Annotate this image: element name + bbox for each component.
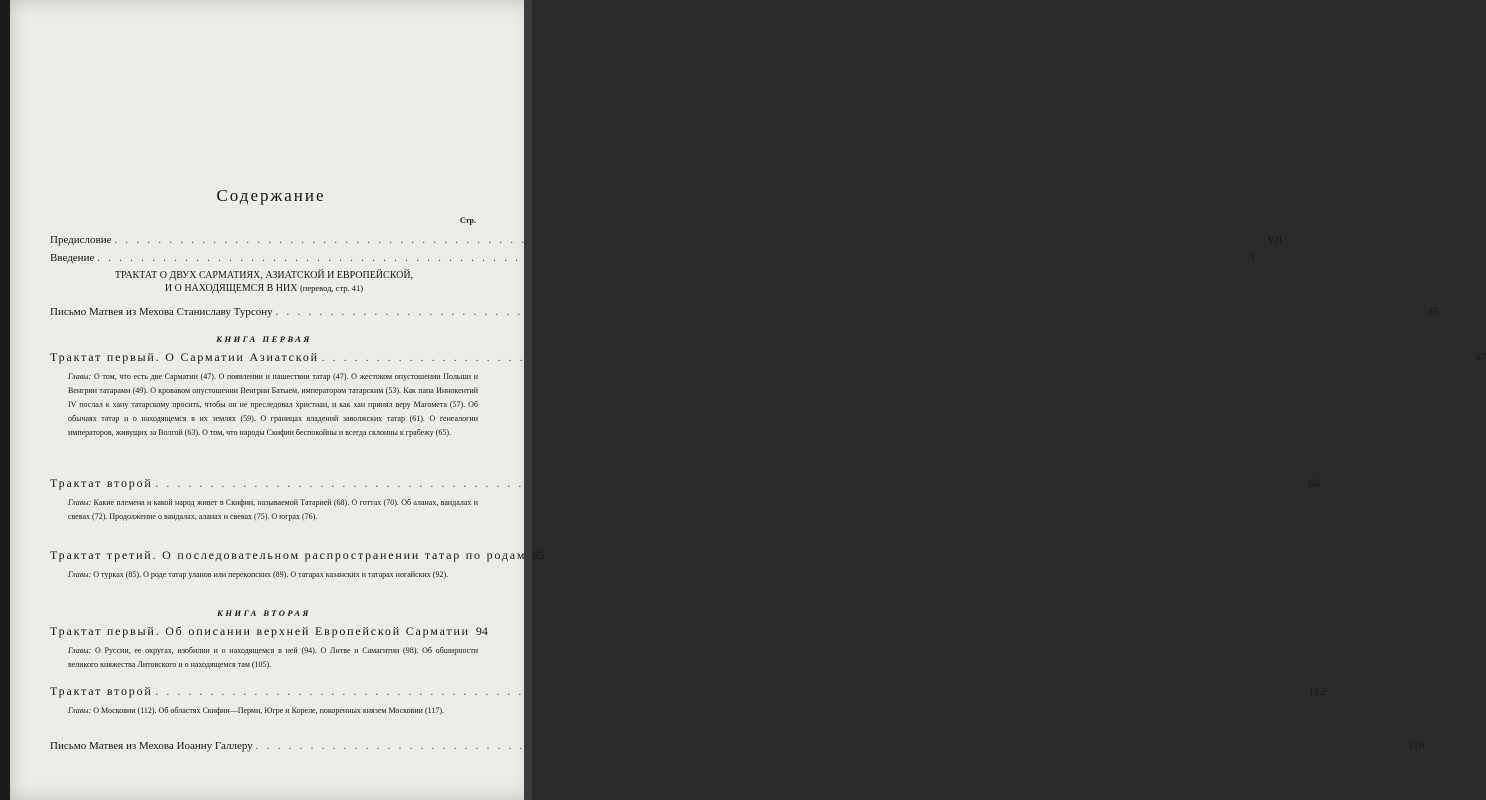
chapters-text: О турках (85). О роде татар уланов или перекопских (89). О татарах казанских и татарах ногайских (92). (93, 570, 449, 579)
treatise-heading-line1: ТРАКТАТ О ДВУХ САРМАТИЯХ, АЗИАТСКОЙ И ЕВРОПЕЙСКОЙ, (114, 270, 414, 281)
leader-dots (97, 253, 1247, 264)
book-spine-shadow (0, 0, 10, 800)
toc-entry-letter-galler (50, 740, 1425, 752)
chapters-label: Главы: (68, 372, 92, 381)
book-one-heading: КНИГА ПЕРВАЯ (216, 334, 312, 344)
toc-entry-page: 94 (475, 624, 488, 638)
page-column-label: Стр. (459, 216, 476, 225)
toc-entry-label: Письмо Матвея из Мехова Станиславу Турсону (50, 306, 273, 318)
toc-entry-page: 119 (1408, 740, 1425, 752)
chapters-label: Главы: (68, 498, 92, 507)
toc-entry-label: Предисловие (50, 234, 112, 246)
toc-entry-letter-turson (50, 306, 1440, 318)
toc-entry-label: Письмо Матвея из Мехова Иоанну Галлеру (50, 740, 253, 752)
toc-entry-label: Трактат второй (50, 684, 153, 698)
chapter-list-book2-treatise1 (68, 644, 478, 672)
leader-dots (156, 479, 1306, 490)
toc-entry-book2-treatise1 (50, 624, 488, 639)
leader-dots (322, 353, 1472, 364)
toc-entry-page: 1 (1249, 252, 1256, 264)
chapter-list-book1-treatise3 (68, 568, 478, 582)
toc-entry-book2-treatise2 (50, 684, 1326, 699)
leader-dots (276, 307, 1426, 318)
chapters-label: Главы: (68, 570, 92, 579)
chapters-text: О Руссии, ее округах, изобилии и о находящемся в ней (94). О Литве и Самагитии (98). Об обширности великого княжества Литовского и о находящемся там (105). (68, 646, 479, 669)
chapters-text: Какие племена и какой народ живет в Скифии, называемой Татарией (68). О готтах (70). Об аланах, вандалах и свевах (72). Продолжение о вандалах, аланах и свевах (75). О юграх (76). (68, 498, 478, 521)
toc-entry-label: Введение (50, 252, 95, 264)
toc-entry-page: 68 (1308, 476, 1321, 490)
toc-entry-book1-treatise2 (50, 476, 1321, 491)
toc-entry-page: 47 (1474, 350, 1486, 364)
treatise-heading-note: (перевод, стр. 41) (299, 283, 364, 293)
chapters-text: О том, что есть две Сарматии (47). О появлении и нашествии татар (47). О жестоком опустошении Польши и Венгрии татарами (49). О кровавом опустошении Венгрии Батыем, императором татарским (53). Как папа Иннокентий IV послал к хану татарскому просить, чтобы он не преследовал христиан, и как хан принял веру Магомета (57). Об обычаях татар и о находящемся в их землях (59). О границах владений заволжских татар (61). О генеалогии императоров, живущих за Волгой (63). О том, что народы Скифии беспокойны и всегда склонны к грабежу (65). (68, 372, 478, 437)
chapter-list-book1-treatise2 (68, 496, 478, 524)
page-title: Содержание (216, 186, 326, 205)
treatise-heading (50, 270, 478, 295)
toc-entry-preface (50, 234, 1283, 246)
toc-entry-label: Трактат третий. О последовательном распространении татар по родам (50, 548, 527, 562)
book-page (10, 0, 1486, 800)
chapters-label: Главы: (68, 706, 92, 715)
toc-entry-page: 85 (532, 548, 545, 562)
leader-dots (156, 687, 1306, 698)
toc-entry-page: 112 (1308, 684, 1326, 698)
leader-dots (115, 235, 1265, 246)
toc-entry-page: VII (1267, 234, 1283, 246)
chapters-text: О Московии (112). Об областях Скифии—Перми, Югре и Кореле, покоренных князем Московии (117). (93, 706, 444, 715)
leader-dots (256, 741, 1406, 752)
chapters-label: Главы: (68, 646, 92, 655)
toc-entry-label: Трактат второй (50, 476, 153, 490)
book-two-heading: КНИГА ВТОРАЯ (217, 608, 311, 618)
chapter-list-book2-treatise2 (68, 704, 478, 718)
toc-entry-page: 45 (1428, 306, 1440, 318)
toc-entry-book1-treatise3 (50, 548, 545, 563)
page-edge (524, 0, 532, 800)
chapter-list-book1-treatise1 (68, 370, 478, 440)
treatise-heading-line2: И О НАХОДЯЩЕМСЯ В НИХ (перевод, стр. 41) (164, 283, 364, 294)
toc-entry-book1-treatise1 (50, 350, 1486, 365)
toc-entry-label: Трактат первый. О Сарматии Азиатской (50, 350, 319, 364)
toc-entry-introduction (50, 252, 1256, 264)
toc-entry-label: Трактат первый. Об описании верхней Европейской Сарматии (50, 624, 470, 638)
